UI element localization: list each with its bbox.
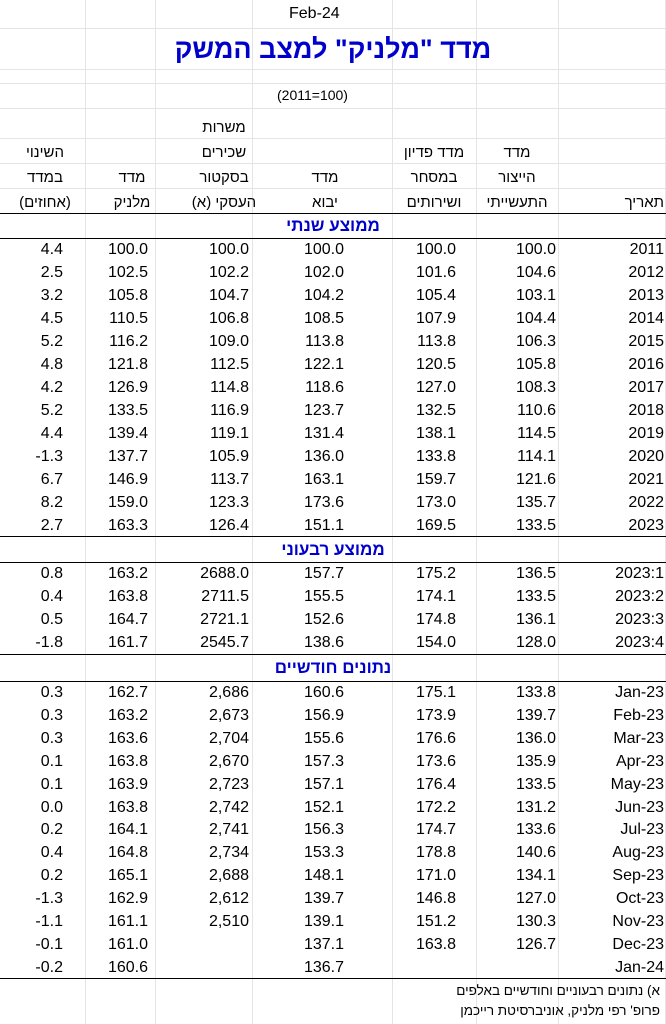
- table-row: [0, 562, 666, 585]
- melnick-cell: 121.8: [107, 356, 148, 373]
- imports-cell: 157.7: [303, 565, 344, 582]
- change-cell: 0.3: [40, 729, 63, 747]
- change-cell: 2.5: [40, 264, 63, 281]
- table-row: [0, 704, 666, 727]
- melnick-cell: 162.7: [107, 684, 148, 701]
- industrial-cell: 136.1: [515, 611, 556, 628]
- industrial-cell: 135.7: [515, 494, 556, 511]
- report-date: Feb-24: [289, 5, 340, 22]
- trade-cell: 174.8: [415, 611, 456, 628]
- melnick-cell: 137.7: [107, 448, 148, 465]
- change-cell: -0.2: [35, 958, 63, 976]
- jobs-cell: 112.5: [210, 356, 249, 373]
- jobs-cell: 2,723: [208, 775, 249, 793]
- change-cell: 0.4: [40, 588, 63, 605]
- section-title-monthly: נתונים חודשיים: [274, 658, 392, 677]
- date-cell: 2023: [628, 517, 664, 534]
- jobs-cell: 114.8: [210, 379, 249, 396]
- table-row: [0, 514, 666, 537]
- date-cell: Jul-23: [620, 821, 664, 839]
- jobs-cell: 2,742: [208, 798, 249, 816]
- date-cell: 2013: [628, 287, 664, 304]
- jobs-cell: 2,686: [208, 684, 249, 701]
- table-row: [0, 330, 666, 353]
- jobs-cell: 2,704: [208, 729, 249, 747]
- industrial-cell: 133.5: [515, 517, 556, 534]
- jobs-cell: 105.9: [208, 448, 249, 465]
- change-cell: -1.3: [35, 448, 63, 465]
- melnick-cell: 163.9: [107, 775, 148, 793]
- imports-cell: 131.4: [303, 425, 344, 442]
- industrial-cell: 133.5: [515, 588, 556, 605]
- melnick-cell: 163.3: [107, 517, 148, 534]
- industrial-cell: 126.7: [515, 935, 556, 953]
- industrial-cell: 100.0: [515, 241, 556, 258]
- imports-cell: 173.6: [303, 494, 344, 511]
- change-cell: 2.7: [40, 517, 63, 534]
- col-header-melnick: מדד מלניק: [113, 169, 151, 211]
- trade-cell: 175.1: [415, 684, 456, 701]
- trade-cell: 159.7: [415, 471, 456, 488]
- table-row: [0, 353, 666, 376]
- melnick-cell: 164.8: [107, 844, 148, 862]
- trade-cell: 172.2: [415, 798, 456, 816]
- trade-cell: 154.0: [415, 634, 456, 651]
- change-cell: 4.2: [40, 379, 63, 396]
- jobs-cell: 2,673: [208, 706, 249, 724]
- table-row: [0, 910, 666, 933]
- trade-cell: 113.8: [417, 333, 456, 350]
- change-cell: 0.3: [40, 706, 63, 724]
- trade-cell: 163.8: [415, 935, 456, 953]
- table-row: [0, 399, 666, 422]
- trade-cell: 132.5: [415, 402, 456, 419]
- imports-cell: 100.0: [303, 241, 344, 258]
- table-row: [0, 841, 666, 864]
- date-cell: 2019: [628, 425, 664, 442]
- table-row: [0, 956, 666, 979]
- melnick-cell: 164.7: [107, 611, 148, 628]
- industrial-cell: 108.3: [515, 379, 556, 396]
- imports-cell: 155.6: [303, 729, 344, 747]
- melnick-cell: 102.5: [107, 264, 148, 281]
- trade-cell: 146.8: [415, 890, 456, 908]
- imports-cell: 156.9: [303, 706, 344, 724]
- change-cell: 0.0: [40, 798, 63, 816]
- industrial-cell: 105.8: [515, 356, 556, 373]
- date-cell: 2015: [628, 333, 664, 350]
- date-cell: Apr-23: [615, 752, 664, 770]
- imports-cell: 123.7: [303, 402, 344, 419]
- change-cell: 0.5: [40, 611, 63, 628]
- jobs-cell: 2688.0: [200, 565, 249, 582]
- change-cell: 8.2: [40, 494, 63, 511]
- change-cell: 0.8: [40, 565, 63, 582]
- date-cell: Jan-24: [615, 958, 664, 976]
- imports-cell: 163.1: [303, 471, 344, 488]
- date-cell: 2020: [628, 448, 664, 465]
- melnick-cell: 139.4: [107, 425, 148, 442]
- change-cell: -1.8: [35, 634, 63, 651]
- trade-cell: 176.6: [415, 729, 456, 747]
- trade-cell: 133.8: [415, 448, 456, 465]
- melnick-cell: 159.0: [107, 494, 148, 511]
- date-cell: 2014: [628, 310, 664, 327]
- trade-cell: 101.6: [415, 264, 456, 281]
- jobs-cell: 113.7: [210, 471, 249, 488]
- date-cell: 2016: [628, 356, 664, 373]
- industrial-cell: 104.6: [515, 264, 556, 281]
- jobs-cell: 2721.1: [200, 611, 249, 628]
- grid-line: [0, 69, 666, 70]
- change-cell: 0.4: [40, 844, 63, 862]
- jobs-cell: 109.0: [208, 333, 249, 350]
- table-row: [0, 445, 666, 468]
- base-year-note: (2011=100): [277, 87, 348, 103]
- grid-line: [0, 108, 666, 109]
- jobs-cell: 106.8: [208, 310, 249, 327]
- footnote-jobs: א) נתונים רבעוניים וחודשיים באלפים: [456, 983, 660, 998]
- melnick-cell: 126.9: [107, 379, 148, 396]
- industrial-cell: 133.5: [515, 775, 556, 793]
- industrial-cell: 106.3: [515, 333, 556, 350]
- melnick-cell: 161.7: [107, 634, 148, 651]
- date-cell: Nov-23: [612, 913, 664, 930]
- industrial-cell: 133.6: [515, 821, 556, 839]
- change-cell: 0.2: [40, 867, 63, 885]
- melnick-cell: 146.9: [107, 471, 148, 488]
- trade-cell: 173.0: [415, 494, 456, 511]
- change-cell: 4.4: [40, 425, 63, 442]
- change-cell: -1.1: [35, 913, 63, 930]
- change-cell: 4.8: [40, 356, 63, 373]
- change-cell: 4.4: [40, 241, 63, 258]
- section-title-quarterly: ממוצע רבעוני: [281, 540, 385, 559]
- date-cell: Dec-23: [612, 935, 664, 953]
- change-cell: 5.2: [40, 402, 63, 419]
- change-cell: 6.7: [40, 471, 63, 488]
- trade-cell: 151.2: [415, 913, 456, 930]
- trade-cell: 105.4: [415, 287, 456, 304]
- table-row: [0, 773, 666, 796]
- trade-cell: 171.0: [415, 867, 456, 885]
- melnick-cell: 160.6: [107, 958, 148, 976]
- date-cell: 2023:3: [615, 611, 664, 628]
- date-cell: 2011: [629, 241, 664, 258]
- jobs-cell: 100.0: [208, 241, 249, 258]
- grid-line: [0, 28, 666, 29]
- grid-line: [0, 163, 666, 164]
- trade-cell: 169.5: [415, 517, 456, 534]
- date-cell: 2022: [628, 494, 664, 511]
- trade-cell: 173.9: [415, 706, 456, 724]
- table-row: [0, 887, 666, 910]
- table-row: [0, 608, 666, 631]
- imports-cell: 136.0: [303, 448, 344, 465]
- melnick-cell: 163.8: [107, 752, 148, 770]
- date-cell: Feb-23: [613, 706, 664, 724]
- melnick-cell: 133.5: [107, 402, 148, 419]
- imports-cell: 113.8: [305, 333, 344, 350]
- change-cell: 0.3: [40, 684, 63, 701]
- industrial-cell: 128.0: [515, 634, 556, 651]
- date-cell: 2023:2: [615, 588, 664, 605]
- industrial-cell: 133.8: [515, 684, 556, 701]
- imports-cell: 136.7: [303, 958, 344, 976]
- change-cell: -1.3: [35, 890, 63, 908]
- table-row: [0, 491, 666, 514]
- table-row: [0, 468, 666, 491]
- melnick-cell: 163.2: [107, 565, 148, 582]
- table-row: [0, 376, 666, 399]
- change-cell: 0.1: [40, 752, 63, 770]
- col-header-jobs: משרות שכירים בסקטור העסקי (א): [191, 119, 257, 211]
- industrial-cell: 127.0: [515, 890, 556, 908]
- jobs-cell: 102.2: [208, 264, 249, 281]
- imports-cell: 104.2: [303, 287, 344, 304]
- trade-cell: 174.7: [415, 821, 456, 839]
- imports-cell: 139.1: [303, 913, 344, 930]
- table-row: [0, 933, 666, 956]
- melnick-cell: 163.8: [107, 588, 148, 605]
- table-row: [0, 818, 666, 841]
- imports-cell: 102.0: [303, 264, 344, 281]
- jobs-cell: 2,612: [208, 890, 249, 908]
- industrial-cell: 121.6: [515, 471, 556, 488]
- change-cell: 5.2: [40, 333, 63, 350]
- melnick-cell: 161.0: [107, 935, 148, 953]
- trade-cell: 175.2: [415, 565, 456, 582]
- col-header-trade: מדד פדיון במסחר ושירותים: [403, 144, 465, 211]
- industrial-cell: 136.5: [515, 565, 556, 582]
- change-cell: 3.2: [40, 287, 63, 304]
- date-cell: 2021: [628, 471, 664, 488]
- table-row: [0, 585, 666, 608]
- industrial-cell: 136.0: [515, 729, 556, 747]
- industrial-cell: 104.4: [515, 310, 556, 327]
- col-header-imports: מדד יבוא: [311, 169, 339, 211]
- trade-cell: 100.0: [415, 241, 456, 258]
- grid-line: [0, 138, 666, 139]
- date-cell: 2017: [628, 379, 664, 396]
- trade-cell: 138.1: [415, 425, 456, 442]
- date-cell: Mar-23: [613, 729, 664, 747]
- table-row: [0, 631, 666, 654]
- imports-cell: 152.1: [303, 798, 344, 816]
- col-header-date: תאריך: [624, 194, 664, 211]
- industrial-cell: 130.3: [515, 913, 556, 930]
- section-title-annual: ממוצע שנתי: [286, 216, 380, 235]
- grid-line: [0, 83, 666, 84]
- melnick-cell: 110.5: [109, 310, 148, 327]
- date-cell: 2023:4: [615, 634, 664, 651]
- melnick-cell: 100.0: [107, 241, 148, 258]
- industrial-cell: 131.2: [515, 798, 556, 816]
- jobs-cell: 123.3: [208, 494, 249, 511]
- imports-cell: 160.6: [303, 684, 344, 701]
- imports-cell: 148.1: [303, 867, 344, 885]
- imports-cell: 151.1: [303, 517, 344, 534]
- table-row: [0, 261, 666, 284]
- jobs-cell: 2545.7: [200, 634, 249, 651]
- industrial-cell: 135.9: [515, 752, 556, 770]
- col-header-industrial: מדד הייצור התעשייתי: [486, 144, 548, 211]
- change-cell: 0.2: [40, 821, 63, 839]
- page-title: מדד "מלניק" למצב המשק: [174, 34, 492, 64]
- trade-cell: 173.6: [415, 752, 456, 770]
- melnick-cell: 162.9: [107, 890, 148, 908]
- melnick-cell: 105.8: [107, 287, 148, 304]
- industrial-cell: 139.7: [515, 706, 556, 724]
- imports-cell: 108.5: [303, 310, 344, 327]
- imports-cell: 139.7: [303, 890, 344, 908]
- imports-cell: 157.1: [303, 775, 344, 793]
- industrial-cell: 140.6: [515, 844, 556, 862]
- trade-cell: 107.9: [415, 310, 456, 327]
- date-cell: Aug-23: [612, 844, 664, 862]
- date-cell: Jun-23: [615, 798, 664, 816]
- trade-cell: 174.1: [415, 588, 456, 605]
- imports-cell: 138.6: [303, 634, 344, 651]
- jobs-cell: 2,734: [208, 844, 249, 862]
- imports-cell: 153.3: [303, 844, 344, 862]
- jobs-cell: 2,510: [208, 913, 249, 930]
- imports-cell: 156.3: [303, 821, 344, 839]
- date-cell: May-23: [610, 775, 664, 793]
- trade-cell: 127.0: [415, 379, 456, 396]
- industrial-cell: 114.5: [517, 425, 556, 442]
- imports-cell: 137.1: [303, 935, 344, 953]
- industrial-cell: 110.6: [517, 402, 556, 419]
- trade-cell: 176.4: [415, 775, 456, 793]
- table-row: [0, 796, 666, 819]
- change-cell: 4.5: [40, 310, 63, 327]
- table-row: [0, 681, 666, 704]
- jobs-cell: 104.7: [208, 287, 249, 304]
- table-row: [0, 750, 666, 773]
- industrial-cell: 103.1: [515, 287, 556, 304]
- jobs-cell: 116.9: [210, 402, 249, 419]
- trade-cell: 178.8: [415, 844, 456, 862]
- table-row: [0, 238, 666, 261]
- melnick-cell: 116.2: [109, 333, 148, 350]
- date-cell: Jan-23: [615, 684, 664, 701]
- jobs-cell: 2,688: [208, 867, 249, 885]
- date-cell: 2023:1: [615, 565, 664, 582]
- table-row: [0, 727, 666, 750]
- jobs-cell: 2711.5: [201, 588, 249, 605]
- change-cell: 0.1: [40, 775, 63, 793]
- trade-cell: 120.5: [415, 356, 456, 373]
- industrial-cell: 114.1: [517, 448, 556, 465]
- date-cell: Sep-23: [612, 867, 664, 885]
- table-row: [0, 284, 666, 307]
- date-cell: 2018: [628, 402, 664, 419]
- jobs-cell: 119.1: [210, 425, 249, 442]
- jobs-cell: 2,670: [208, 752, 249, 770]
- jobs-cell: 126.4: [208, 517, 249, 534]
- section-rule: [0, 654, 666, 655]
- melnick-cell: 165.1: [107, 867, 148, 885]
- footnote-author: פרופ' רפי מלניק, אוניברסיטת רייכמן: [460, 1003, 660, 1018]
- imports-cell: 157.3: [303, 752, 344, 770]
- date-cell: 2012: [628, 264, 664, 281]
- melnick-cell: 163.6: [107, 729, 148, 747]
- table-row: [0, 307, 666, 330]
- melnick-cell: 163.8: [107, 798, 148, 816]
- industrial-cell: 134.1: [515, 867, 556, 885]
- change-cell: -0.1: [35, 935, 63, 953]
- col-header-change: השינוי במדד (אחוזים): [19, 144, 71, 211]
- melnick-cell: 164.1: [107, 821, 148, 839]
- imports-cell: 122.1: [303, 356, 344, 373]
- imports-cell: 155.5: [303, 588, 344, 605]
- table-row: [0, 422, 666, 445]
- melnick-cell: 161.1: [107, 913, 148, 930]
- jobs-cell: 2,741: [208, 821, 249, 839]
- imports-cell: 118.6: [305, 379, 344, 396]
- table-row: [0, 864, 666, 887]
- melnick-cell: 163.2: [107, 706, 148, 724]
- date-cell: Oct-23: [615, 890, 664, 908]
- imports-cell: 152.6: [303, 611, 344, 628]
